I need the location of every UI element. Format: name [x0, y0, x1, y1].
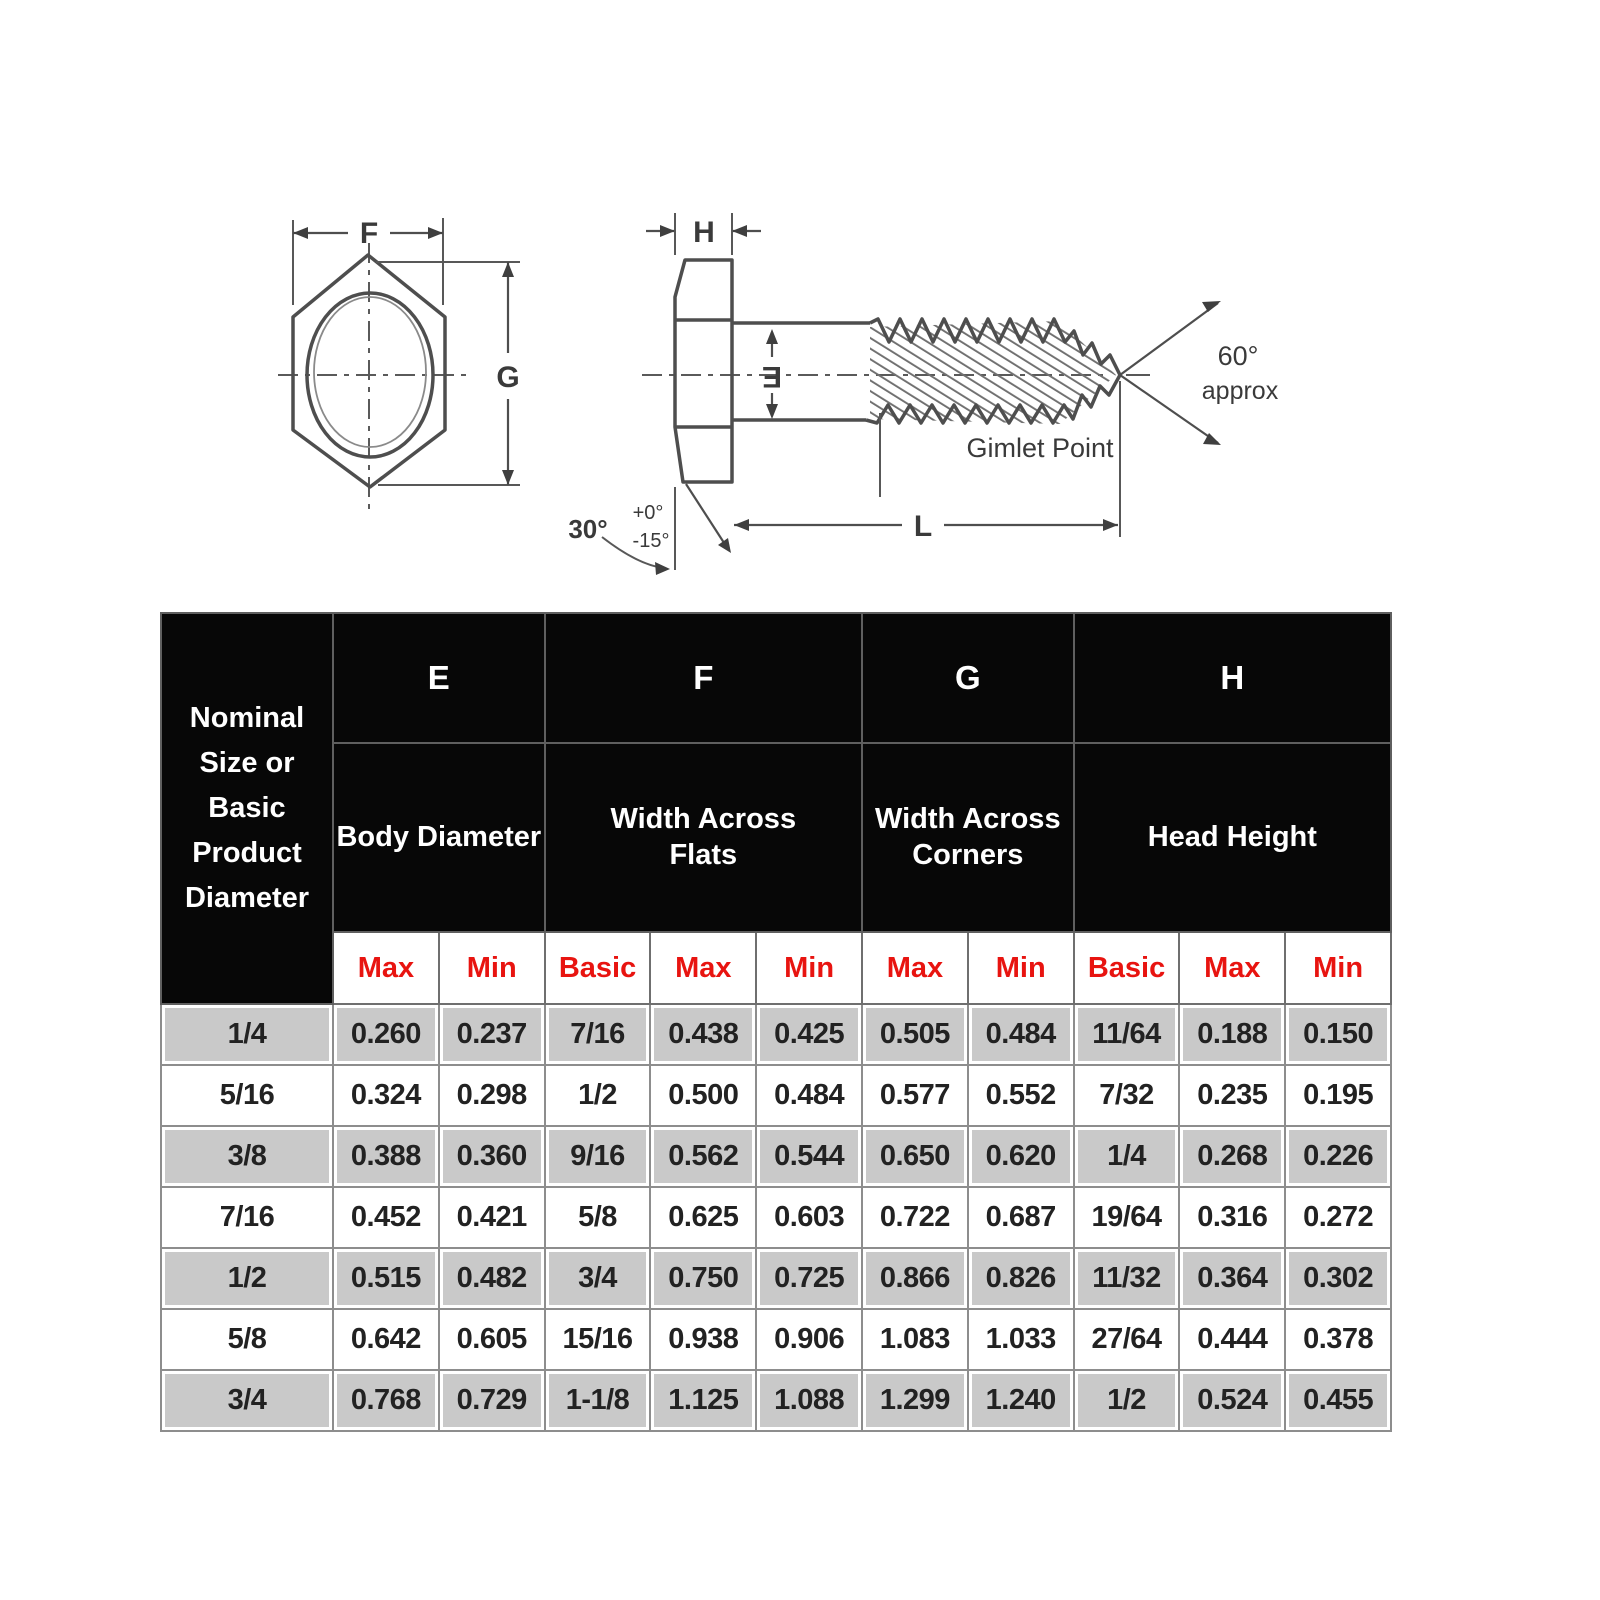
head-chamfer-annotation — [568, 484, 731, 575]
value-cell: 0.444 — [1179, 1309, 1285, 1370]
value-cell: 0.577 — [862, 1065, 968, 1126]
table-row — [161, 1309, 1391, 1370]
h-label: H — [693, 216, 715, 249]
chamfer-tol-minus: -15° — [632, 530, 670, 552]
value-cell: 0.455 — [1285, 1370, 1391, 1431]
arrow-left-icon — [732, 225, 747, 237]
value-cell: 0.378 — [1285, 1309, 1391, 1370]
arrow-icon — [655, 562, 670, 575]
value-cell: 1/2 — [1074, 1370, 1180, 1431]
value-cell: 0.687 — [968, 1187, 1074, 1248]
value-cell: 0.438 — [650, 1004, 756, 1065]
value-cell: 7/16 — [545, 1004, 651, 1065]
value-cell: 7/32 — [1074, 1065, 1180, 1126]
arrow-right-icon — [660, 225, 675, 237]
group-label-body-diameter: Body Diameter — [333, 743, 545, 932]
arrow-right-icon — [428, 227, 443, 239]
value-cell: 0.826 — [968, 1248, 1074, 1309]
size-cell: 3/8 — [161, 1126, 333, 1187]
value-cell: 0.650 — [862, 1126, 968, 1187]
h-dimension — [646, 213, 761, 255]
arrow-icon — [718, 538, 731, 553]
value-cell: 0.544 — [756, 1126, 862, 1187]
value-cell: 1.299 — [862, 1370, 968, 1431]
subheader: Max — [650, 932, 756, 1004]
size-cell: 1/2 — [161, 1248, 333, 1309]
table-row — [161, 1065, 1391, 1126]
value-cell: 0.552 — [968, 1065, 1074, 1126]
value-cell: 0.235 — [1179, 1065, 1285, 1126]
value-cell: 1.088 — [756, 1370, 862, 1431]
subheader: Basic — [545, 932, 651, 1004]
value-cell: 0.484 — [968, 1004, 1074, 1065]
chamfer-tol-plus: +0° — [632, 502, 664, 524]
value-cell: 1-1/8 — [545, 1370, 651, 1431]
value-cell: 0.725 — [756, 1248, 862, 1309]
arrow-down-icon — [502, 470, 514, 485]
group-header-f: F — [545, 613, 862, 743]
value-cell: 0.562 — [650, 1126, 756, 1187]
subheader-row — [161, 932, 1391, 1004]
value-cell: 0.500 — [650, 1065, 756, 1126]
table-row — [161, 1187, 1391, 1248]
value-cell: 0.482 — [439, 1248, 545, 1309]
subheader: Min — [439, 932, 545, 1004]
value-cell: 0.150 — [1285, 1004, 1391, 1065]
arrow-up-icon — [766, 329, 778, 344]
value-cell: 0.625 — [650, 1187, 756, 1248]
value-cell: 1/2 — [545, 1065, 651, 1126]
arrow-left-icon — [293, 227, 308, 239]
e-label: E — [761, 360, 783, 393]
value-cell: 0.605 — [439, 1309, 545, 1370]
header-label-row — [161, 743, 1391, 932]
threaded-section — [866, 319, 1120, 424]
l-label: L — [913, 510, 933, 543]
f-label: F — [359, 217, 379, 250]
table-row — [161, 1004, 1391, 1065]
group-label-width-across-corners: Width Across Corners — [862, 743, 1074, 932]
value-cell: 0.452 — [333, 1187, 439, 1248]
value-cell: 1.083 — [862, 1309, 968, 1370]
size-cell: 5/8 — [161, 1309, 333, 1370]
value-cell: 0.722 — [862, 1187, 968, 1248]
g-dimension — [376, 262, 520, 485]
arrow-down-icon — [766, 404, 778, 419]
value-cell: 0.195 — [1285, 1065, 1391, 1126]
table-row — [161, 1370, 1391, 1431]
value-cell: 0.364 — [1179, 1248, 1285, 1309]
value-cell: 0.268 — [1179, 1126, 1285, 1187]
table-row — [161, 1126, 1391, 1187]
value-cell: 0.484 — [756, 1065, 862, 1126]
gimlet-point-label: Gimlet Point — [966, 433, 1114, 463]
value-cell: 0.388 — [333, 1126, 439, 1187]
value-cell: 15/16 — [545, 1309, 651, 1370]
value-cell: 0.938 — [650, 1309, 756, 1370]
lag-screw-diagram — [250, 185, 1310, 585]
header-letter-row — [161, 613, 1391, 743]
value-cell: 19/64 — [1074, 1187, 1180, 1248]
hex-head-front-view — [278, 217, 520, 510]
value-cell: 0.188 — [1179, 1004, 1285, 1065]
e-dimension — [762, 329, 782, 419]
point-angle-label: 60° — [1217, 341, 1259, 371]
spec-table-body — [161, 1004, 1391, 1431]
hex-head-profile — [675, 260, 732, 482]
lag-screw-side-view — [568, 213, 1278, 575]
chamfer-angle-label: 30° — [568, 514, 608, 544]
value-cell: 0.316 — [1179, 1187, 1285, 1248]
subheader: Min — [1285, 932, 1391, 1004]
arrow-left-icon — [734, 519, 749, 531]
subheader: Min — [756, 932, 862, 1004]
subheader: Max — [1179, 932, 1285, 1004]
value-cell: 1.033 — [968, 1309, 1074, 1370]
arrow-up-icon — [502, 262, 514, 277]
value-cell: 1/4 — [1074, 1126, 1180, 1187]
value-cell: 9/16 — [545, 1126, 651, 1187]
subheader: Max — [333, 932, 439, 1004]
group-label-width-across-flats: Width Across Flats — [545, 743, 862, 932]
value-cell: 0.324 — [333, 1065, 439, 1126]
size-cell: 3/4 — [161, 1370, 333, 1431]
subheader: Min — [968, 932, 1074, 1004]
group-header-h: H — [1074, 613, 1391, 743]
value-cell: 0.906 — [756, 1309, 862, 1370]
value-cell: 0.421 — [439, 1187, 545, 1248]
value-cell: 5/8 — [545, 1187, 651, 1248]
value-cell: 11/64 — [1074, 1004, 1180, 1065]
value-cell: 0.866 — [862, 1248, 968, 1309]
size-cell: 7/16 — [161, 1187, 333, 1248]
g-label: G — [496, 361, 520, 394]
value-cell: 0.524 — [1179, 1370, 1285, 1431]
group-label-head-height: Head Height — [1074, 743, 1391, 932]
size-cell: 1/4 — [161, 1004, 333, 1065]
subheader: Basic — [1074, 932, 1180, 1004]
value-cell: 11/32 — [1074, 1248, 1180, 1309]
value-cell: 0.260 — [333, 1004, 439, 1065]
subheader: Max — [862, 932, 968, 1004]
arrow-icon — [1202, 301, 1221, 312]
spec-table — [160, 612, 1392, 1432]
value-cell: 3/4 — [545, 1248, 651, 1309]
value-cell: 0.642 — [333, 1309, 439, 1370]
value-cell: 1.125 — [650, 1370, 756, 1431]
value-cell: 0.603 — [756, 1187, 862, 1248]
value-cell: 0.425 — [756, 1004, 862, 1065]
arrow-right-icon — [1103, 519, 1118, 531]
corner-header: Nominal Size or Basic Product Diameter — [161, 613, 333, 1004]
value-cell: 0.226 — [1285, 1126, 1391, 1187]
group-header-e: E — [333, 613, 545, 743]
value-cell: 0.768 — [333, 1370, 439, 1431]
value-cell: 0.237 — [439, 1004, 545, 1065]
value-cell: 0.750 — [650, 1248, 756, 1309]
value-cell: 1.240 — [968, 1370, 1074, 1431]
value-cell: 0.505 — [862, 1004, 968, 1065]
value-cell: 27/64 — [1074, 1309, 1180, 1370]
size-cell: 5/16 — [161, 1065, 333, 1126]
value-cell: 0.515 — [333, 1248, 439, 1309]
value-cell: 0.360 — [439, 1126, 545, 1187]
table-row — [161, 1248, 1391, 1309]
point-angle-note: approx — [1201, 377, 1279, 405]
value-cell: 0.729 — [439, 1370, 545, 1431]
value-cell: 0.302 — [1285, 1248, 1391, 1309]
group-header-g: G — [862, 613, 1074, 743]
value-cell: 0.272 — [1285, 1187, 1391, 1248]
value-cell: 0.620 — [968, 1126, 1074, 1187]
value-cell: 0.298 — [439, 1065, 545, 1126]
